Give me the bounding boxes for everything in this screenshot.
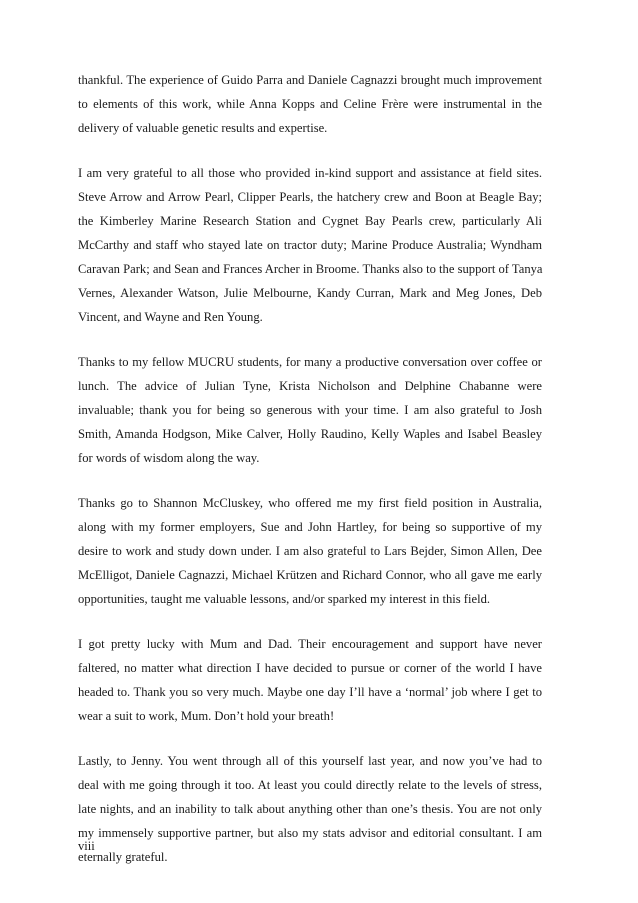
text-line: Thanks to my fellow MUCRU students, for many a productive conversation over coffee or xyxy=(78,355,542,369)
text-line: to elements of this work, while Anna Kopps and Celine Frère were instrumental in the xyxy=(78,97,542,111)
text-line: faltered, no matter what direction I have decided to pursue or corner of the world I have xyxy=(78,661,542,675)
text-line: my immensely supportive partner, but also my stats advisor and editorial consultant. I am xyxy=(78,826,542,840)
text-line: opportunities, taught me valuable lessons, and/or sparked my interest in this field. xyxy=(78,592,491,606)
text-line: thankful. The experience of Guido Parra and Daniele Cagnazzi brought much improvement xyxy=(78,73,542,87)
text-line: for words of wisdom along the way. xyxy=(78,451,260,465)
text-line: the Kimberley Marine Research Station and Cygnet Bay Pearls crew, particularly Ali xyxy=(78,214,542,228)
text-line: lunch. The advice of Julian Tyne, Krista Nicholson and Delphine Chabanne were xyxy=(78,379,542,393)
paragraph-fellow-students xyxy=(78,350,542,470)
paragraph-partner xyxy=(78,749,542,869)
text-line: deal with me going through it too. At least you could directly relate to the levels of stress, xyxy=(78,778,542,792)
text-line: Smith, Amanda Hodgson, Mike Calver, Holly Raudino, Kelly Waples and Isabel Beasley xyxy=(78,427,542,441)
paragraph-field-position xyxy=(78,491,542,611)
text-line: Vernes, Alexander Watson, Julie Melbourne, Kandy Curran, Mark and Meg Jones, Deb xyxy=(78,286,542,300)
text-line: desire to work and study down under. I am also grateful to Lars Bejder, Simon Allen, Dee xyxy=(78,544,542,558)
text-line: wear a suit to work, Mum. Don’t hold your breath! xyxy=(78,709,335,723)
text-line: delivery of valuable genetic results and expertise. xyxy=(78,121,328,135)
text-line: I am very grateful to all those who provided in-kind support and assistance at field sites. xyxy=(78,166,542,180)
text-line: headed to. Thank you so very much. Maybe one day I’ll have a ‘normal’ job where I get to xyxy=(78,685,542,699)
page-number: viii xyxy=(78,839,95,853)
text-line: late nights, and an inability to talk about anything other than one’s thesis. You are not only xyxy=(78,802,542,816)
page-body xyxy=(78,68,542,890)
text-line: invaluable; thank you for being so generous with your time. I am also grateful to Josh xyxy=(78,403,542,417)
text-line: McElligot, Daniele Cagnazzi, Michael Krützen and Richard Connor, who all gave me early xyxy=(78,568,542,582)
text-line: Thanks go to Shannon McCluskey, who offered me my first field position in Australia, xyxy=(78,496,542,510)
text-line: Vincent, and Wayne and Ren Young. xyxy=(78,310,263,324)
paragraph-thanks-experience xyxy=(78,68,542,140)
text-line: along with my former employers, Sue and John Hartley, for being so supportive of my xyxy=(78,520,542,534)
text-line: eternally grateful. xyxy=(78,850,168,864)
text-line: Caravan Park; and Sean and Frances Archer in Broome. Thanks also to the support of Tanya xyxy=(78,262,543,276)
text-line: Lastly, to Jenny. You went through all of this yourself last year, and now you’ve had to xyxy=(78,754,542,768)
text-line: Steve Arrow and Arrow Pearl, Clipper Pearls, the hatchery crew and Boon at Beagle Bay; xyxy=(78,190,542,204)
paragraph-in-kind-support xyxy=(78,161,542,329)
paragraph-parents xyxy=(78,632,542,728)
text-line: McCarthy and staff who stayed late on tractor duty; Marine Produce Australia; Wyndham xyxy=(78,238,542,252)
text-line: I got pretty lucky with Mum and Dad. Their encouragement and support have never xyxy=(78,637,542,651)
